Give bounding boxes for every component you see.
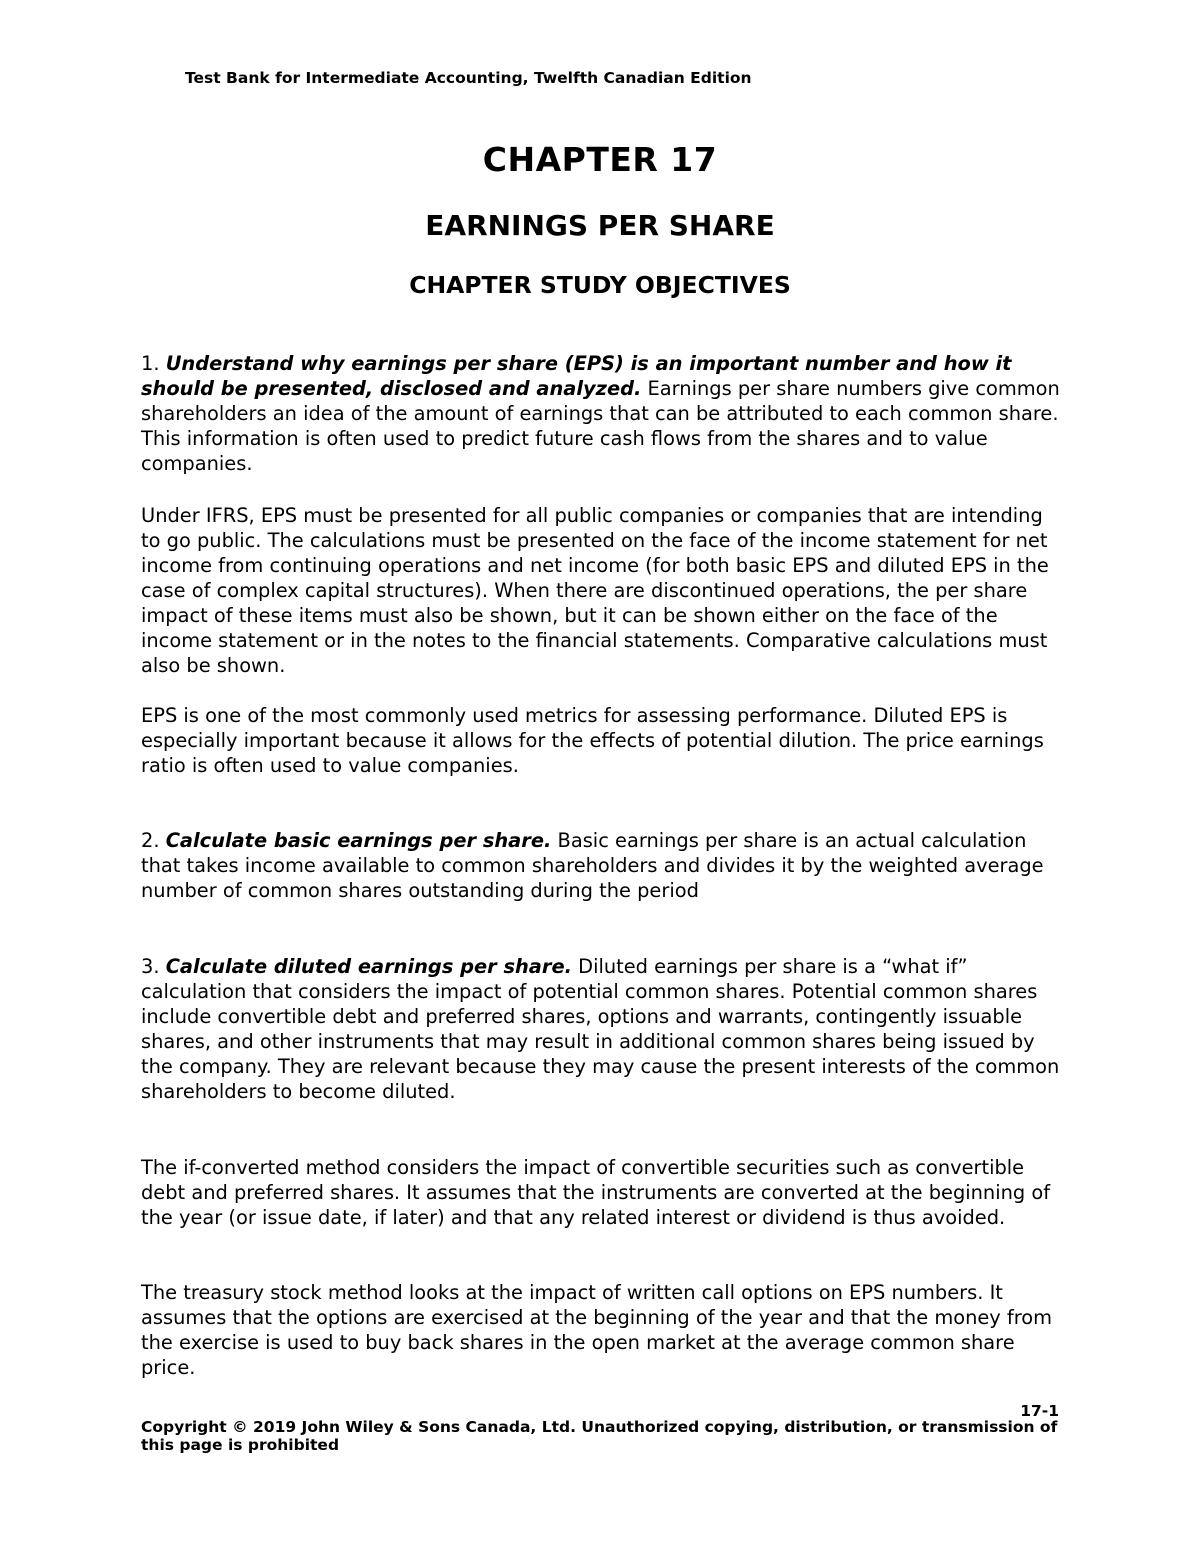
objective-3-lead: Calculate diluted earnings per share. [165,955,572,978]
objective-1-metrics-paragraph: EPS is one of the most commonly used metrics for assessing performance. Diluted EPS is especially important because it allows for the effects of potential dilution. The price earnings ratio is often used to value companies. [141,704,1044,777]
objective-3-if-converted-paragraph: The if-converted method considers the impact of convertible securities such as convertible debt and preferred shares. It assumes that the instruments are converted at the beginning of the year (or issue date, if later) and that any related interest or dividend is thus avoided. [141,1156,1051,1229]
objective-1-ifrs-paragraph: Under IFRS, EPS must be presented for all public companies or companies that are intending to go public. The calculations must be presented on the face of the income statement for net income from continuing operations and net income (for both basic EPS and diluted EPS in the case of complex capital structures). When there are discontinued operations, the per share impact of these items must also be shown, but it can be shown either on the face of the income statement or in the notes to the financial statements. Comparative calculations must also be shown. [141,504,1049,677]
objective-1-number: 1. [141,352,160,375]
running-header: Test Bank for Intermediate Accounting, Twelfth Canadian Edition [185,69,752,87]
objective-1-lead: Understand why earnings per share (EPS) is an important number and how it should be presented, disclosed and analyzed. [141,352,1012,400]
page-number: 17-1 [1020,1402,1059,1420]
objectives-heading: CHAPTER STUDY OBJECTIVES [409,271,791,299]
chapter-title: CHAPTER 17 [482,140,718,179]
objective-2-lead: Calculate basic earnings per share. [165,829,552,852]
objective-2-text: Basic earnings per share is an actual calculation that takes income available to common shareholders and divides it by the weighted average number of common shares outstanding during the period [141,829,1044,902]
copyright-footer: Copyright © 2019 John Wiley & Sons Canada, Ltd. Unauthorized copying, distribution, or transmission of this page is prohibited [141,1418,1058,1454]
objective-3-paragraph [141,954,1066,1104]
objective-3-number: 3. [141,955,160,978]
chapter-subtitle: EARNINGS PER SHARE [425,209,775,242]
objective-3-text: Diluted earnings per share is a “what if” calculation that considers the impact of potential common shares. Potential common shares include convertible debt and preferred shares, options and warrants, contingently issuable shares, and other instruments that may result in additional common shares being issued by the company. They are relevant because they may cause the present interests of the common shareholders to become diluted. [141,955,1060,1103]
objective-1-text: Earnings per share numbers give common shareholders an idea of the amount of earnings that can be attributed to each common share. This information is often used to predict future cash flows from the shares and to value companies. [141,377,1060,475]
objective-2-paragraph [141,828,1066,903]
objective-3-treasury-paragraph: The treasury stock method looks at the impact of written call options on EPS numbers. It assumes that the options are exercised at the beginning of the year and that the money from the exercise is used to buy back shares in the open market at the average common share price. [141,1281,1053,1379]
objective-1-paragraph [141,351,1066,476]
objective-2-number: 2. [141,829,160,852]
